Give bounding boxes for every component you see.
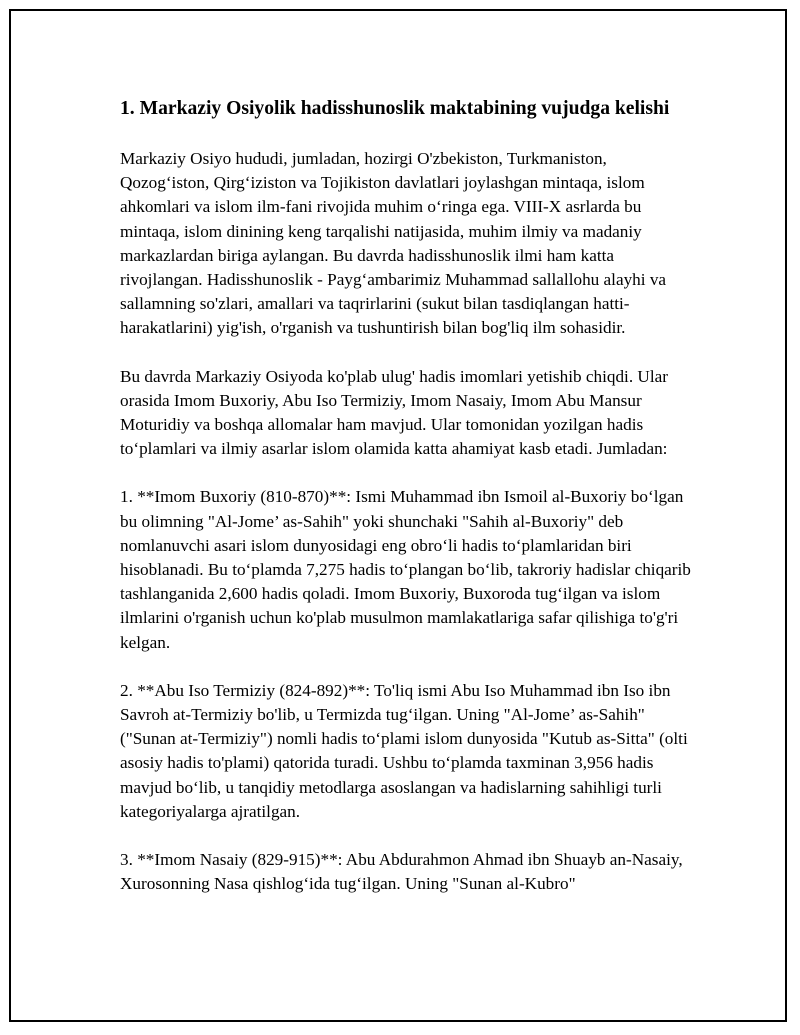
document-page <box>9 9 787 1022</box>
list-item-termiziy: 2. **Abu Iso Termiziy (824-892)**: To'liq ismi Abu Iso Muhammad ibn Iso ibn Savroh at-Termiziy bo'lib, u Termizda tug‘ilgan. Uning "Al-Jome’ as-Sahih" ("Sunan at-Termiziy") nomli hadis to‘plami islom dunyosida "Kutub as-Sitta" (olti asosiy hadis to'plami) qatorida turadi. Ushbu to‘plamda taxminan 3,956 hadis mavjud bo‘lib, u tanqidiy metodlarga asoslangan va hadislarning sahihligi turli kategoriyalarga ajratilgan. <box>120 680 688 821</box>
section-title: 1. Markaziy Osiyolik hadisshunoslik maktabining vujudga kelishi <box>120 98 670 119</box>
paragraph-intro: Markaziy Osiyo hududi, jumladan, hozirgi O'zbekiston, Turkmaniston, Qozog‘iston, Qirg‘iziston va Tojikiston davlatlari joylashgan mintaqa, islom ahkomlari va islom ilm-fani rivojida muhim o‘ringa ega. VIII-X asrlarda bu mintaqa, islom dinining keng tarqalishi natijasida, muhim ilmiy va madaniy markazlardan biriga aylangan. Bu davrda hadisshunoslik ilmi ham katta rivojlangan. Hadisshunoslik - Payg‘ambarimiz Muhammad sallallohu alayhi va sallamning so'zlari, amallari va taqrirlarini (sukut bilan tasdiqlangan hatti-harakatlarini) yig'ish, o'rganish va tushuntirish bilan bog'liq ilm sohasidir. <box>120 149 667 338</box>
paragraph-scholars: Bu davrda Markaziy Osiyoda ko'plab ulug' hadis imomlari yetishib chiqdi. Ular orasida Imom Buxoriy, Abu Iso Termiziy, Imom Nasaiy, Imom Abu Mansur Moturidiy va boshqa allomalar ham mavjud. Ular tomonidan yozilgan hadis to‘plamlari va ilmiy asarlar islom olamida katta ahamiyat kasb etadi. Jumladan: <box>120 366 668 459</box>
list-item-buxoriy: 1. **Imom Buxoriy (810-870)**: Ismi Muhammad ibn Ismoil al-Buxoriy bo‘lgan bu olimning "Al-Jome’ as-Sahih" yoki shunchaki "Sahih al-Buxoriy" deb nomlanuvchi asari islom dunyosidagi eng obro‘li hadis to‘plamlaridan biri hisoblanadi. Bu to‘plamda 7,275 hadis to‘plangan bo‘lib, takroriy hadislar chiqarib tashlanganida 2,600 hadis qoladi. Imom Buxoriy, Buxoroda tug‘ilgan va islom ilmlarini o'rganish uchun ko'plab musulmon mamlakatlariga safar qilishiga to'g'ri kelgan. <box>120 487 691 652</box>
document-content <box>120 95 695 920</box>
list-item-nasaiy: 3. **Imom Nasaiy (829-915)**: Abu Abdurahmon Ahmad ibn Shuayb an-Nasaiy, Xurosonning Nasa qishlog‘ida tug‘ilgan. Uning "Sunan al-Kubro" <box>120 850 683 894</box>
